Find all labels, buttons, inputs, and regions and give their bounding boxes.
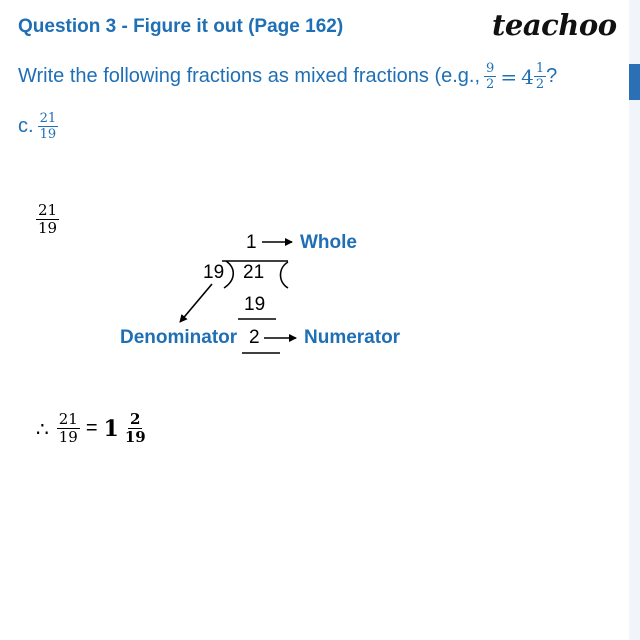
result-fraction-num: 21 (58, 410, 78, 428)
result-mixed-fraction (123, 412, 148, 445)
closing-bracket (281, 262, 289, 288)
given-fraction-num: 21 (38, 201, 58, 219)
result-mixed-den: 19 (124, 428, 146, 446)
dividend: 21 (243, 262, 265, 283)
example-equals: = (500, 64, 518, 89)
therefore-symbol: ∴ (36, 416, 49, 441)
product: 19 (244, 294, 266, 315)
result-line (36, 412, 148, 445)
whole-label: Whole (300, 232, 357, 253)
result-whole: 1 (103, 415, 119, 442)
example-fraction-num: 9 (486, 61, 495, 76)
result-equals: = (85, 417, 98, 439)
brand-logo: teachoo (492, 8, 617, 42)
result-fraction-den: 19 (58, 428, 78, 446)
question-title: Question 3 - Figure it out (Page 162) (18, 16, 344, 37)
remainder: 2 (249, 327, 260, 348)
part-fraction-den: 19 (39, 127, 57, 142)
denominator-arrow (180, 284, 212, 322)
example-close: ? (546, 65, 558, 87)
example-whole: 4 (521, 64, 534, 89)
example-mixed-den: 2 (535, 77, 545, 92)
quotient: 1 (246, 232, 257, 253)
divisor: 19 (203, 262, 225, 283)
given-fraction-den: 19 (38, 219, 58, 237)
result-mixed-num: 2 (130, 410, 141, 428)
denominator-label: Denominator (120, 327, 238, 348)
numerator-label: Numerator (304, 327, 401, 348)
example-mixed-num: 1 (535, 61, 545, 76)
question-instruction: Write the following fractions as mixed fractions (e.g., (18, 65, 481, 87)
example-fraction-den: 2 (486, 77, 495, 92)
part-label: c. (18, 115, 34, 137)
part-fraction-num: 21 (39, 111, 57, 126)
division-bracket (222, 261, 288, 288)
result-fraction (57, 412, 80, 445)
